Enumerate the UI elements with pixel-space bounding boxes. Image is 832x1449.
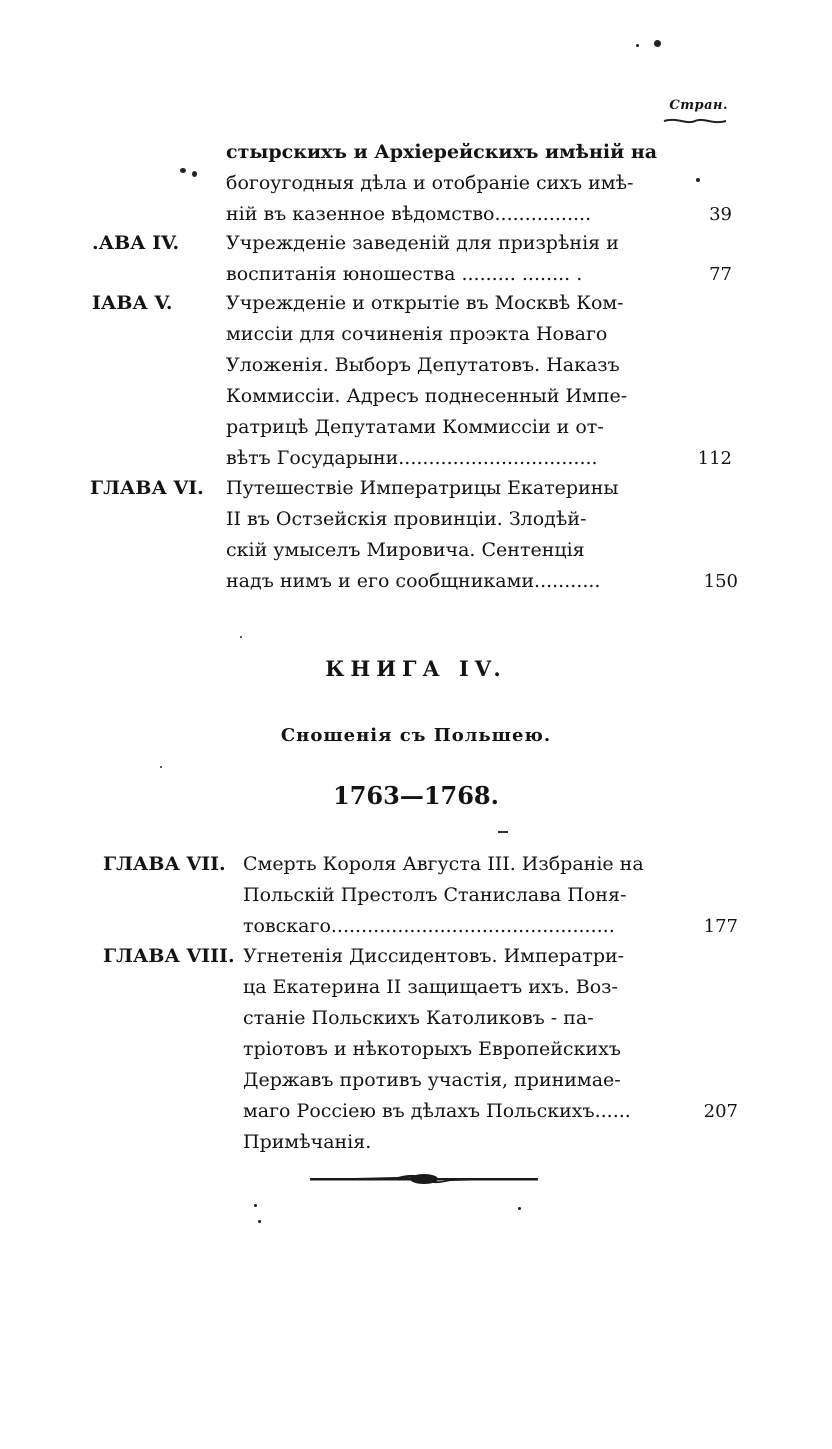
speck [258, 1220, 261, 1223]
chapter-continued-line-1: стырскихъ и Архіерейскихъ имѣній на [226, 141, 658, 163]
chapter-8-line-2: ца Екатерина II защищаетъ ихъ. Воз- [243, 976, 618, 998]
notes-line: Примѣчанія. [243, 1131, 372, 1153]
closing-ornament [308, 1170, 540, 1188]
chapter-8-line-5: Державъ противъ участія, принимае- [243, 1069, 621, 1091]
chapter-5-line-2: миссіи для сочиненія проэкта Новаго [226, 323, 608, 345]
book-title: КНИГА IV. [325, 656, 507, 681]
chapter-6-line-4: надъ нимъ и его сообщниками........... [226, 570, 601, 592]
chapter-7-page-number: 177 [703, 916, 738, 937]
speck [636, 44, 639, 47]
page-column-header: Стран. [669, 98, 728, 113]
chapter-8-line-6: маго Россіею въ дѣлахъ Польскихъ...... [243, 1100, 631, 1122]
book-years: 1763—1768. [333, 781, 499, 810]
chapter-8-line-4: тріотовъ и нѣкоторыхъ Европейскихъ [243, 1038, 621, 1060]
speck [192, 171, 197, 177]
speck [160, 766, 162, 768]
chapter-4-line-2: воспитанія юношества ......... ........ . [226, 263, 583, 285]
speck [180, 168, 186, 173]
chapter-continued-page-number: 39 [709, 204, 732, 225]
chapter-8-line-3: станіе Польскихъ Католиковъ - па- [243, 1007, 594, 1029]
chapter-5-line-5: ратрицѣ Депутатами Коммиссіи и от- [226, 416, 604, 438]
chapter-6-label: ГЛАВА VI. [90, 477, 204, 499]
header-flourish-ornament [662, 116, 728, 126]
chapter-5-line-1: Учрежденіе и открытіе въ Москвѣ Ком- [226, 292, 624, 314]
chapter-5-line-3: Уложенія. Выборъ Депутатовъ. Наказъ [226, 354, 620, 376]
chapter-8-page-number: 207 [703, 1101, 738, 1122]
chapter-4-line-1: Учрежденіе заведеній для призрѣнія и [226, 232, 619, 254]
speck [518, 1207, 521, 1210]
book-subtitle: Сношенія съ Польшею. [280, 725, 552, 746]
chapter-4-label: .АВА IV. [92, 232, 180, 254]
separator-dash [498, 831, 508, 833]
chapter-6-line-2: II въ Остзейскія провинціи. Злодѣй- [226, 508, 587, 530]
chapter-7-line-2: Польскій Престолъ Станислава Поня- [243, 884, 627, 906]
speck [240, 636, 242, 638]
chapter-8-label: ГЛАВА VIII. [103, 945, 235, 967]
speck [654, 40, 661, 47]
chapter-5-line-6: вѣтъ Государыни................................. [226, 447, 598, 469]
chapter-continued-line-3: ній въ казенное вѣдомство................ [226, 203, 592, 225]
chapter-5-line-4: Коммиссіи. Адресъ поднесенный Импе- [226, 385, 628, 407]
chapter-7-line-1: Смерть Короля Августа III. Избраніе на [243, 853, 644, 875]
chapter-6-page-number: 150 [703, 571, 738, 592]
speck [254, 1204, 257, 1207]
chapter-4-page-number: 77 [709, 264, 732, 285]
chapter-5-page-number: 112 [697, 448, 732, 469]
speck [696, 178, 700, 182]
chapter-7-line-3: товскаго............................................... [243, 915, 615, 937]
chapter-8-line-1: Угнетенія Диссидентовъ. Императри- [243, 945, 625, 967]
chapter-continued-line-2: богоугодныя дѣла и отобраніе сихъ имѣ- [226, 172, 634, 194]
chapter-7-label: ГЛАВА VII. [103, 853, 226, 875]
chapter-6-line-1: Путешествіе Императрицы Екатерины [226, 477, 619, 499]
chapter-6-line-3: скій умыселъ Мировича. Сентенція [226, 539, 585, 561]
chapter-5-label: ІАВА V. [92, 292, 173, 314]
